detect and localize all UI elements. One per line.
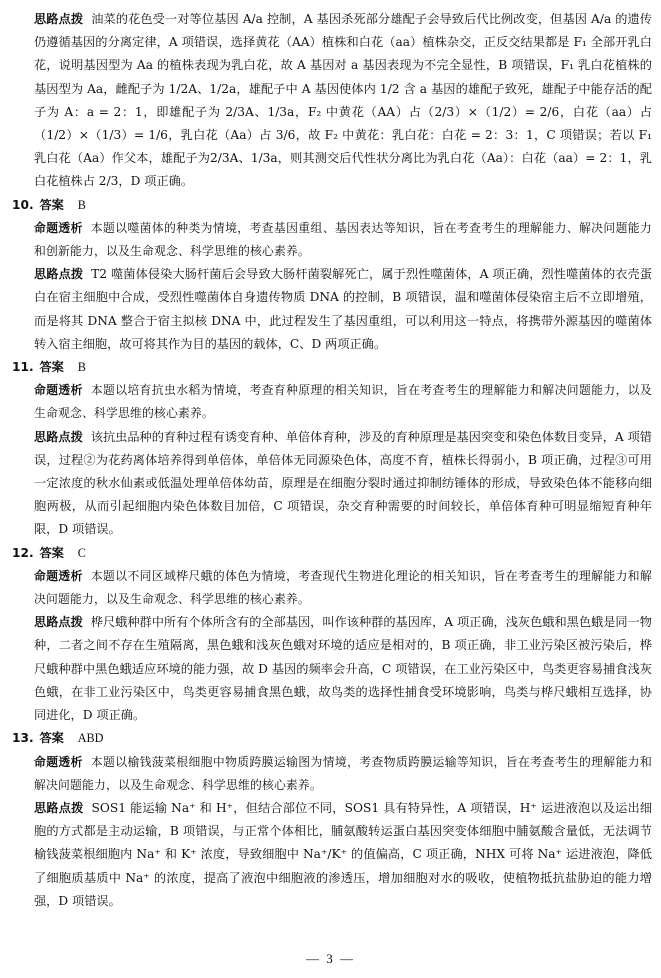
analysis-text: 本题以榆钱菠菜根细胞中物质跨膜运输图为情境，考查物质跨膜运输等知识，旨在考查考生的理解能力和解决问题能力，以及生命观念、科学思维的核心素养。 bbox=[34, 754, 652, 792]
analysis-label: 命题透析 bbox=[34, 754, 83, 769]
answer-value: B bbox=[77, 197, 86, 212]
question-block-13 bbox=[12, 727, 652, 913]
analysis-paragraph bbox=[12, 751, 652, 797]
answer-value: ABD bbox=[77, 731, 104, 746]
question-block-11 bbox=[12, 356, 652, 542]
hint-paragraph bbox=[12, 426, 652, 542]
hint-paragraph bbox=[12, 797, 652, 913]
top-hint-paragraph bbox=[12, 8, 652, 194]
analysis-paragraph bbox=[12, 379, 652, 425]
answer-value: C bbox=[77, 545, 86, 560]
hint-text: 该抗虫品种的育种过程有诱变育种、单倍体育种，涉及的育种原理是基因突变和染色体数目变异，A 项错误，过程②为花药离体培养得到单倍体，单倍体无同源染色体，高度不育，植株长得弱小，B 项正确，过程③可用一定浓度的秋水仙素或低温处理单倍体幼苗，原理是在细胞分裂时通过抑制纺锤体的形成，导致染色体不能移向细胞两极，从而引起细胞内染色体数目加倍，C 项错误，杂交育种需要的时间较长，单倍体育种可明显缩短育种年限，D 项错误。 bbox=[34, 429, 652, 537]
question-block-12 bbox=[12, 542, 652, 728]
analysis-paragraph bbox=[12, 217, 652, 263]
hint-label: 思路点拨 bbox=[34, 429, 83, 444]
question-number: 10. bbox=[12, 197, 34, 212]
analysis-text: 本题以噬菌体的种类为情境，考查基因重组、基因表达等知识，旨在考查考生的理解能力、解决问题能力和创新能力，以及生命观念、科学思维的核心素养。 bbox=[34, 220, 652, 259]
answer-line bbox=[12, 542, 652, 565]
answer-line bbox=[12, 727, 652, 750]
hint-label: 思路点拨 bbox=[34, 800, 84, 815]
analysis-paragraph bbox=[12, 565, 652, 611]
question-number: 13. bbox=[12, 731, 34, 746]
answer-page bbox=[12, 8, 652, 913]
analysis-label: 命题透析 bbox=[34, 568, 83, 583]
analysis-text: 本题以培育抗虫水稻为情境，考查育种原理的相关知识，旨在考查考生的理解能力和解决问题能力，以及生命观念、科学思维的核心素养。 bbox=[34, 383, 652, 421]
hint-paragraph bbox=[12, 611, 652, 727]
hint-text: T2 噬菌体侵染大肠杆菌后会导致大肠杆菌裂解死亡，属于烈性噬菌体，A 项正确，烈性噬菌体的衣壳蛋白在宿主细胞中合成，受烈性噬菌体自身遗传物质 DNA 的控制，B 项错误，温和噬菌体侵染宿主后不立即增殖，而是将其 DNA 整合于宿主拟核 DNA 中，此过程发生了基因重组，可以利用这一特点，将携带外源基因的噬菌体转入宿主细胞，故可将其作为目的基因的载体，C、D 两项正确。 bbox=[34, 267, 653, 351]
answer-line bbox=[12, 194, 652, 217]
question-number: 12. bbox=[12, 545, 34, 560]
hint-paragraph bbox=[12, 263, 652, 356]
hint-text: 油菜的花色受一对等位基因 A/a 控制，A 基因杀死部分雄配子会导致后代比例改变，但基因 A/a 的遗传仍遵循基因的分离定律，A 项错误，选择黄花（AA）植株和白花（aa）植株杂交，正反交结果都是 F₁ 全部开乳白花，说明基因型为 Aa 的植株表现为乳白花，故 A 基因对 a 基因表现为不完全显性，B 项错误，F₁ 乳白花植株的基因型为 Aa，雌配子为 1/2A、1/2a，雄配子中 A 基因使体内 1/2 含 a 基因的雄配子致死，雄配子中能存活的配子为 A：a = 2：1，即雄配子为 2/3A、1/3a，F₂ 中黄花（AA）占（2/3）×（1/2）= 2/6，白花（aa）占（1/2）×（1/3）= 1/6，乳白花（Aa）占 3/6，故 F₂ 中黄花：乳白花：白花 = 2：3：1，C 项错误；若以 F₁ 乳白花（Aa）作父本，雄配子为2/3A、1/3a，则其测交后代性状分离比为乳白花（Aa）：白花（aa）= 2：1，乳白花植株占 2/3，D 项正确。 bbox=[34, 12, 652, 189]
answer-line bbox=[12, 356, 652, 379]
analysis-text: 本题以不同区域桦尺蛾的体色为情境，考查现代生物进化理论的相关知识，旨在考查考生的理解能力和解决问题能力，以及生命观念、科学思维的核心素养。 bbox=[34, 568, 652, 607]
analysis-label: 命题透析 bbox=[34, 220, 83, 235]
question-number: 11. bbox=[12, 360, 34, 375]
answer-label: 答案 bbox=[39, 545, 64, 560]
hint-text: SOS1 能运输 Na⁺ 和 H⁺，但结合部位不同，SOS1 具有特异性，A 项错误，H⁺ 运进液泡以及运出细胞的方式都是主动运输，B 项错误，与正常个体相比，脯氨酸转运蛋白基因突变体细胞中脯氨酸含量低，无法调节榆钱菠菜根细胞内 Na⁺ 和 K⁺ 浓度，导致细胞中 Na⁺/K⁺ 的值偏高，C 项正确，NHX 可将 Na⁺ 运进液泡，降低了细胞质基质中 Na⁺ 的浓度，提高了液泡中细胞液的渗透压，增加细胞对水的吸收，使植物抵抗盐胁迫的能力增强，D 项错误。 bbox=[34, 800, 653, 908]
question-block-10 bbox=[12, 194, 652, 356]
page-number: — 3 — bbox=[306, 951, 355, 966]
answer-value: B bbox=[77, 360, 86, 375]
hint-label: 思路点拨 bbox=[34, 615, 83, 630]
hint-label: 思路点拨 bbox=[34, 267, 84, 282]
answer-label: 答案 bbox=[39, 360, 64, 375]
hint-label: 思路点拨 bbox=[34, 12, 84, 26]
answer-label: 答案 bbox=[39, 731, 64, 746]
hint-text: 桦尺蛾种群中所有个体所含有的全部基因，叫作该种群的基因库，A 项正确，浅灰色蛾和黑色蛾是同一物种，二者之间不存在生殖隔离，黑色蛾和浅灰色蛾对环境的适应是相对的，B 项正确，非工业污染区被污染后，桦尺蛾种群中黑色蛾适应环境的能力强，故 D 基因的频率会升高，C 项错误，在工业污染区中，鸟类更容易捕食浅灰色蛾，在非工业污染区中，鸟类更容易捕食黑色蛾，故鸟类的选择性捕食受环境影响，鸟类与桦尺蛾相互选择，协同进化，D 项正确。 bbox=[34, 615, 652, 723]
answer-label: 答案 bbox=[39, 197, 64, 212]
analysis-label: 命题透析 bbox=[34, 383, 83, 398]
